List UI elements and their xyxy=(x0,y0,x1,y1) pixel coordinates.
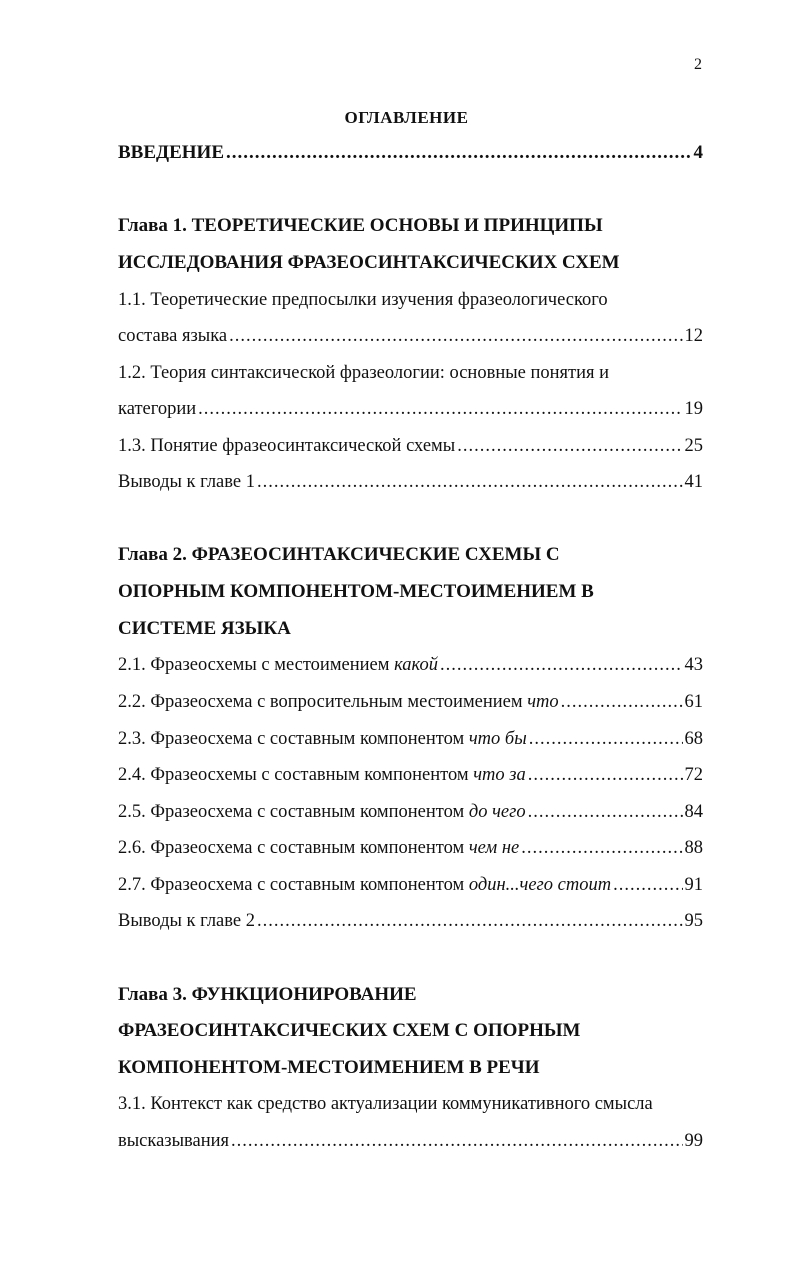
page-ref: 88 xyxy=(684,838,703,858)
chapter2-heading-line2[interactable]: ОПОРНЫМ КОМПОНЕНТОМ-МЕСТОИМЕНИЕМ В xyxy=(118,581,594,602)
dot-leader xyxy=(521,836,682,860)
section-1-1[interactable] xyxy=(118,324,703,348)
chapter1-heading-line2[interactable]: ИССЛЕДОВАНИЯ ФРАЗЕОСИНТАКСИЧЕСКИХ СХЕМ xyxy=(118,252,620,273)
page-ref: 25 xyxy=(684,436,703,456)
entry-label: Выводы к главе 2 xyxy=(118,911,255,931)
entry-label: высказывания xyxy=(118,1131,230,1151)
section-2-3[interactable] xyxy=(118,727,703,751)
dot-leader xyxy=(613,873,682,897)
entry-label: 2.7. Фразеосхема с составным компонентом один...чего стоит xyxy=(118,875,612,895)
section-2-6[interactable] xyxy=(118,836,703,860)
page-ref: 91 xyxy=(684,875,703,895)
entry-label: 2.1. Фразеосхемы с местоимением какой xyxy=(118,655,438,675)
section-1-3[interactable] xyxy=(118,434,703,458)
entry-label: ВВЕДЕНИЕ xyxy=(118,142,224,163)
section-2-5[interactable] xyxy=(118,800,703,824)
dot-leader xyxy=(528,763,683,787)
chapter2-heading-line3[interactable]: СИСТЕМЕ ЯЗЫКА xyxy=(118,618,291,639)
section-2-2[interactable] xyxy=(118,690,703,714)
dot-leader xyxy=(440,653,683,677)
section-3-1[interactable] xyxy=(118,1129,703,1153)
page-ref: 84 xyxy=(684,802,703,822)
dot-leader xyxy=(257,909,683,933)
page-ref: 61 xyxy=(684,692,703,712)
entry-label: 2.5. Фразеосхема с составным компонентом до чего xyxy=(118,802,526,822)
entry-label: Выводы к главе 1 xyxy=(118,472,255,492)
dot-leader xyxy=(457,434,682,458)
chapter2-heading-line1[interactable]: Глава 2. ФРАЗЕОСИНТАКСИЧЕСКИЕ СХЕМЫ С xyxy=(118,544,560,565)
toc-entry-introduction[interactable] xyxy=(118,141,703,165)
dot-leader xyxy=(257,470,683,494)
page-ref: 41 xyxy=(684,472,703,492)
dot-leader xyxy=(231,1129,682,1153)
entry-label: категории xyxy=(118,399,197,419)
page-ref: 72 xyxy=(684,765,703,785)
page-ref: 95 xyxy=(684,911,703,931)
section-2-4[interactable] xyxy=(118,763,703,787)
page-ref: 99 xyxy=(684,1131,703,1151)
chapter3-heading-line1[interactable]: Глава 3. ФУНКЦИОНИРОВАНИЕ xyxy=(118,984,417,1005)
section-2-7[interactable] xyxy=(118,873,703,897)
section-2-1[interactable] xyxy=(118,653,703,677)
page-ref: 12 xyxy=(684,326,703,346)
dot-leader xyxy=(226,141,692,165)
entry-label: 2.6. Фразеосхема с составным компонентом чем не xyxy=(118,838,520,858)
dot-leader xyxy=(229,324,682,348)
page-ref: 19 xyxy=(684,399,703,419)
page-number: 2 xyxy=(694,56,702,73)
toc-title: ОГЛАВЛЕНИЕ xyxy=(344,108,469,127)
section-1-1-line1[interactable]: 1.1. Теоретические предпосылки изучения фразеологического xyxy=(118,290,608,310)
page-ref: 43 xyxy=(684,655,703,675)
chapter1-conclusions[interactable] xyxy=(118,470,703,494)
dot-leader xyxy=(561,690,683,714)
chapter1-heading-line1[interactable]: Глава 1. ТЕОРЕТИЧЕСКИЕ ОСНОВЫ И ПРИНЦИПЫ xyxy=(118,215,603,236)
chapter3-heading-line3[interactable]: КОМПОНЕНТОМ-МЕСТОИМЕНИЕМ В РЕЧИ xyxy=(118,1057,540,1078)
entry-label: 1.3. Понятие фразеосинтаксической схемы xyxy=(118,436,456,456)
entry-label: состава языка xyxy=(118,326,228,346)
dot-leader xyxy=(528,800,683,824)
section-3-1-line1[interactable]: 3.1. Контекст как средство актуализации коммуникативного смысла xyxy=(118,1094,653,1114)
entry-label: 2.3. Фразеосхема с составным компонентом что бы xyxy=(118,729,527,749)
page-ref: 4 xyxy=(693,142,703,163)
entry-label: 2.2. Фразеосхема с вопросительным местоимением что xyxy=(118,692,559,712)
chapter2-conclusions[interactable] xyxy=(118,909,703,933)
section-1-2[interactable] xyxy=(118,397,703,421)
dot-leader xyxy=(198,397,682,421)
dot-leader xyxy=(529,727,683,751)
chapter3-heading-line2[interactable]: ФРАЗЕОСИНТАКСИЧЕСКИХ СХЕМ С ОПОРНЫМ xyxy=(118,1020,581,1041)
entry-label: 2.4. Фразеосхемы с составным компонентом что за xyxy=(118,765,526,785)
page-ref: 68 xyxy=(684,729,703,749)
section-1-2-line1[interactable]: 1.2. Теория синтаксической фразеологии: основные понятия и xyxy=(118,363,610,383)
